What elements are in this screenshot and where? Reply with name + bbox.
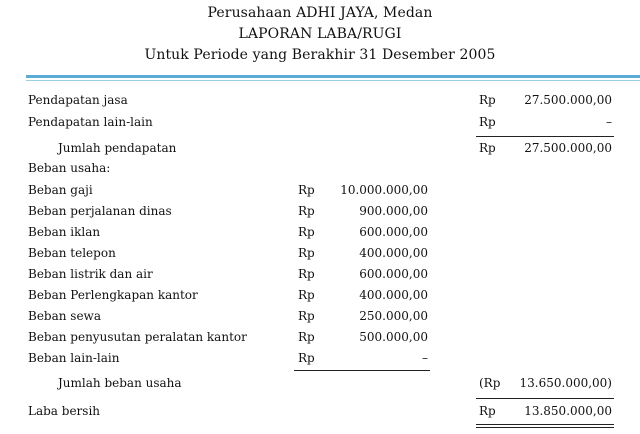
expense-currency: Rp [298, 309, 315, 323]
net-income-rule [476, 398, 614, 399]
expense-row [0, 244, 640, 264]
total-expenses-amount: 13.650.000,00) [519, 376, 612, 390]
subtotal-rule [476, 136, 614, 137]
expense-amount: 600.000,00 [359, 225, 428, 239]
expense-currency: Rp [298, 351, 315, 365]
total-expenses-currency: (Rp [479, 376, 501, 390]
expense-amount: 10.000.000,00 [340, 183, 428, 197]
expense-label: Beban telepon [28, 246, 116, 260]
report-title: LAPORAN LABA/RUGI [238, 26, 402, 42]
expense-currency: Rp [298, 330, 315, 344]
total-expenses-row [0, 374, 640, 394]
revenue-amount: 27.500.000,00 [524, 93, 612, 107]
expense-currency: Rp [298, 183, 315, 197]
expenses-subtotal-rule [294, 370, 430, 371]
total-revenue-amount: 27.500.000,00 [524, 141, 612, 155]
expense-row [0, 286, 640, 306]
expense-amount: – [422, 351, 428, 365]
total-revenue-row [0, 139, 640, 159]
expense-row [0, 265, 640, 285]
revenue-label: Pendapatan lain-lain [28, 115, 153, 129]
expense-label: Beban iklan [28, 225, 101, 239]
revenue-currency: Rp [479, 93, 496, 107]
expense-label: Beban Perlengkapan kantor [28, 288, 198, 302]
expense-row [0, 307, 640, 327]
expense-amount: 900.000,00 [359, 204, 428, 218]
expense-row [0, 349, 640, 369]
expense-label: Beban gaji [28, 183, 93, 197]
net-income-label: Laba bersih [28, 404, 101, 418]
expense-row [0, 223, 640, 243]
expense-currency: Rp [298, 225, 315, 239]
header-rule [26, 75, 640, 78]
revenue-row [0, 91, 640, 111]
expense-amount: 400.000,00 [359, 288, 428, 302]
net-income-row [0, 402, 640, 422]
revenue-currency: Rp [479, 115, 496, 129]
expense-row [0, 181, 640, 201]
net-income-amount: 13.850.000,00 [524, 404, 612, 418]
revenue-amount: – [606, 115, 612, 129]
total-revenue-currency: Rp [479, 141, 496, 155]
total-expenses-label: Jumlah beban usaha [58, 376, 182, 390]
revenue-row [0, 113, 640, 133]
double-rule-top [476, 424, 614, 425]
expense-amount: 600.000,00 [359, 267, 428, 281]
expense-amount: 500.000,00 [359, 330, 428, 344]
expense-amount: 400.000,00 [359, 246, 428, 260]
header-rule-thin [26, 80, 640, 81]
expenses-heading: Beban usaha: [28, 161, 111, 175]
expense-currency: Rp [298, 204, 315, 218]
total-revenue-label: Jumlah pendapatan [58, 141, 177, 155]
expenses-heading-row [0, 159, 640, 179]
net-income-currency: Rp [479, 404, 496, 418]
expense-label: Beban lain-lain [28, 351, 120, 365]
company-name: Perusahaan ADHI JAYA, Medan [207, 5, 433, 21]
expense-label: Beban listrik dan air [28, 267, 153, 281]
expense-row [0, 328, 640, 348]
expense-currency: Rp [298, 246, 315, 260]
report-period: Untuk Periode yang Berakhir 31 Desember 2005 [144, 47, 496, 63]
expense-amount: 250.000,00 [359, 309, 428, 323]
expense-label: Beban sewa [28, 309, 101, 323]
revenue-label: Pendapatan jasa [28, 93, 128, 107]
expense-label: Beban perjalanan dinas [28, 204, 172, 218]
expense-label: Beban penyusutan peralatan kantor [28, 330, 247, 344]
expense-row [0, 202, 640, 222]
expense-currency: Rp [298, 288, 315, 302]
expense-currency: Rp [298, 267, 315, 281]
double-rule-bottom [476, 427, 614, 428]
